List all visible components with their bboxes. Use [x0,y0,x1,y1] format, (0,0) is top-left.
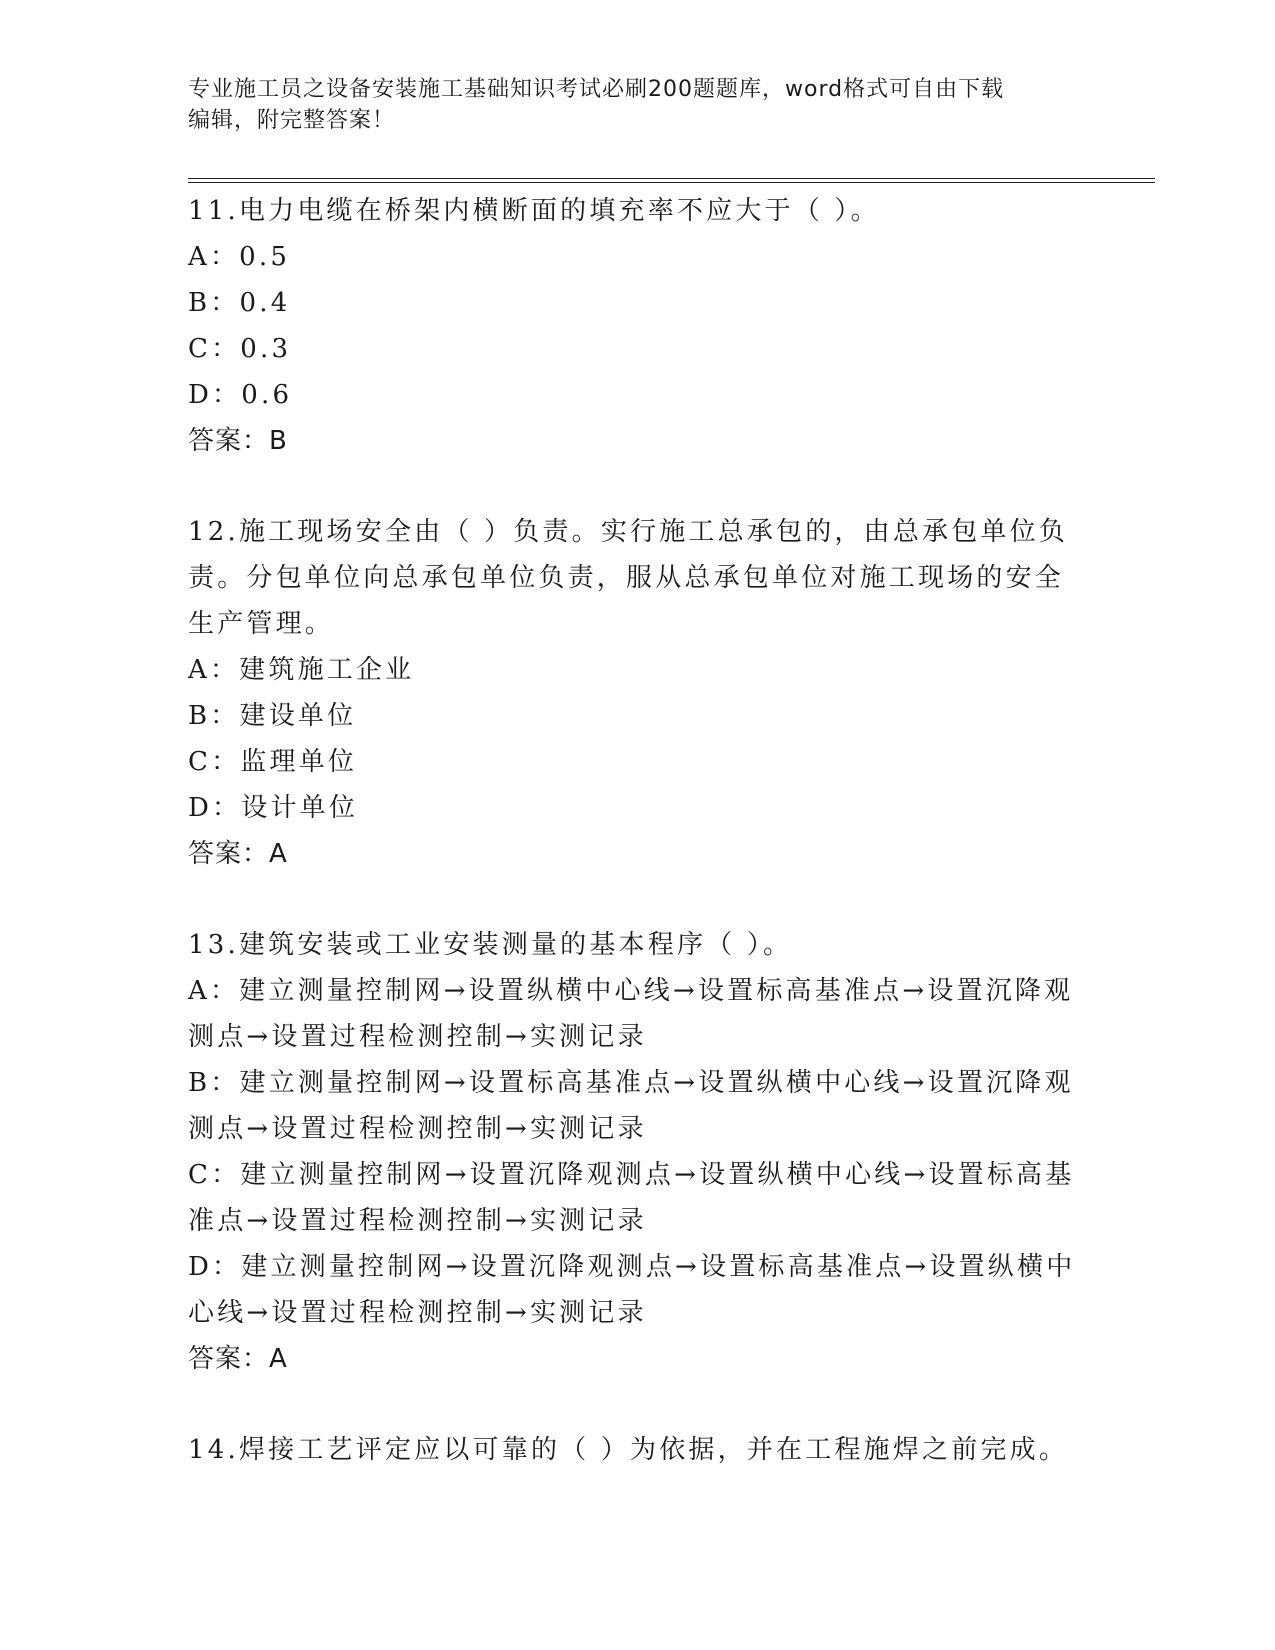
option-d: D：建立测量控制网→设置沉降观测点→设置标高基准点→设置纵横中心线→设置过程检测控制→实测记录 [188,1252,1076,1328]
option-a: A：建筑施工企业 [188,655,415,685]
document-header [188,74,1088,136]
option-c: C：建立测量控制网→设置沉降观测点→设置纵横中心线→设置标高基准点→设置过程检测控制→实测记录 [188,1160,1075,1236]
option-d: D：0.6 [188,380,293,410]
answer-label: 答案：A [188,839,288,869]
question-14 [188,1427,1088,1473]
question-12 [188,509,1088,877]
question-stem: 12.施工现场安全由（ ）负责。实行施工总承包的，由总承包单位负责。分包单位向总承包单位负责，服从总承包单位对施工现场的安全生产管理。 [188,517,1069,639]
question-13 [188,922,1088,1382]
question-stem: 11.电力电缆在桥架内横断面的填充率不应大于（ ）。 [188,196,880,226]
question-stem: 13.建筑安装或工业安装测量的基本程序（ ）。 [188,930,793,960]
option-b: B：建立测量控制网→设置标高基准点→设置纵横中心线→设置沉降观测点→设置过程检测控制→实测记录 [188,1068,1074,1144]
header-title-line-2: 编辑，附完整答案！ [188,108,396,133]
question-11 [188,188,1088,464]
option-d: D：设计单位 [188,793,359,823]
option-b: B：0.4 [188,288,291,318]
option-c: C：监理单位 [188,747,358,777]
question-stem: 14.焊接工艺评定应以可靠的（ ）为依据，并在工程施焊之前完成。 [188,1435,1069,1465]
header-title-line-1: 专业施工员之设备安装施工基础知识考试必刷200题题库，word格式可自由下载 [188,77,1005,102]
option-a: A：0.5 [188,242,291,272]
option-b: B：建设单位 [188,701,357,731]
option-a: A：建立测量控制网→设置纵横中心线→设置标高基准点→设置沉降观测点→设置过程检测控制→实测记录 [188,976,1074,1052]
answer-label: 答案：B [188,426,288,456]
header-divider-bottom [188,182,1155,183]
header-divider-top [188,178,1155,179]
answer-label: 答案：A [188,1344,288,1374]
question-list [188,188,1088,1518]
option-c: C：0.3 [188,334,292,364]
